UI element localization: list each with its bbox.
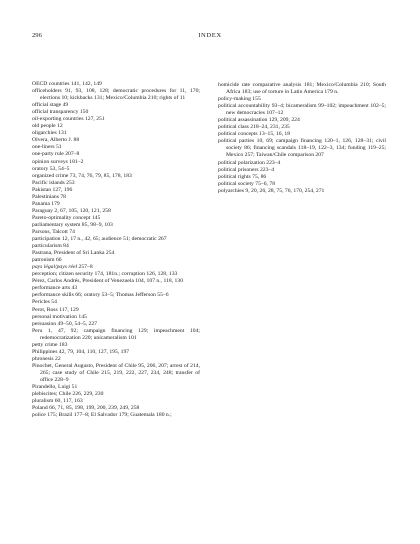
index-entry: one-party rule 207–8 — [32, 151, 80, 158]
index-entry: political society 75–6, 78 — [218, 180, 276, 187]
index-entry: pluralism 60, 117, 163 — [32, 398, 83, 405]
index-entry: plebiscites; Chile 226, 229, 230 — [32, 391, 104, 398]
index-entry: Poland 66, 71, 85, 198, 199, 200, 239, 249, 258 — [32, 405, 140, 412]
index-entry: Pacific islands 253 — [32, 179, 75, 186]
index-entry: homicide rate comparative analysis 181; Mexico/Columbia 210; South Africa 183; use of torture in Latin America 179 n. — [218, 82, 386, 96]
index-column-left — [32, 81, 200, 419]
index-entry: police 175; Brazil 177–8; El Salvador 179; Guatemala 180 n.; — [32, 412, 172, 419]
index-entry: old people 12 — [32, 123, 63, 130]
index-entry: performance skills 66; oratory 53–5; Thomas Jefferson 55–6 — [32, 292, 169, 299]
index-entry: particularism 84 — [32, 243, 69, 250]
index-entry: political prisoners 223–4 — [218, 166, 275, 173]
index-entry: OECD countries 141, 142, 149 — [32, 81, 102, 87]
page-number: 296 — [32, 32, 42, 39]
index-entry: Perot, Ross 117, 129 — [32, 306, 79, 313]
index-entry: parliamentary system 85, 98–9, 103 — [32, 221, 113, 228]
index-entry: perception; citizen security 174, 181n.; corruption 126, 128, 133 — [32, 271, 178, 278]
index-entry: official stage 49 — [32, 102, 69, 109]
index-entry: political rights 75, 86 — [218, 173, 267, 180]
index-entry: Pareto-optimality concept 145 — [32, 214, 101, 221]
index-entry: Panama 179 — [32, 200, 60, 207]
index-entry: petty crime 183 — [32, 341, 68, 348]
index-entry: Pinochet, General Augusto, President of Chile 95, 206, 207; arrest of 214, 265; case study of Chile 215, 219, 222, 227, 234, 248; transfer of office 228–9 — [32, 362, 200, 383]
index-entry: Palestinians 78 — [32, 193, 66, 200]
index-entry: personal motivation 145 — [32, 313, 87, 320]
index-entry: organized crime 73, 74, 76, 79, 85, 178, 183 — [32, 172, 132, 179]
index-entry: political concepts 13–15, 16, 18 — [218, 131, 291, 138]
index-entry: Pakistan 127, 196 — [32, 186, 73, 193]
index-entry: patronism 66 — [32, 257, 62, 264]
index-entry: participation 12, 17 n., 42, 65; audience 51; democratic 267 — [32, 236, 167, 243]
index-entry: political polarization 223–4 — [218, 159, 281, 166]
index-entry: political class 218–24, 231, 235 — [218, 124, 290, 131]
index-entry: performance arts 43 — [32, 285, 78, 292]
index-entry: Philippines 42, 79, 104, 110, 127, 195, 197 — [32, 348, 130, 355]
index-entry: Parsons, Talcott 74 — [32, 228, 75, 235]
index-entry: persuasion 49–50, 54–5, 227 — [32, 320, 98, 327]
index-entry: opinion surveys 181–2 — [32, 158, 84, 165]
index-entry: political parties 10, 69; campaign financing 120–1, 126, 128–31; civil society 86; financing scandals 118–19, 122–3, 134; funding 119–25; Mexico 257; Taiwan/Chile comparison 207 — [218, 138, 386, 159]
index-column-right — [218, 82, 386, 195]
index-entry: political assassination 129, 209, 224 — [218, 117, 300, 124]
index-entry: polyarchies 9, 20, 26, 28, 75, 76, 170, 254, 271 — [218, 187, 325, 194]
index-entry: Pericles 54 — [32, 299, 57, 306]
index-entry: Paraguay 2, 67, 105, 120, 121, 258 — [32, 207, 111, 214]
index-entry: Olvera, Alberto J. 88 — [32, 137, 80, 144]
index-entry: political accountability 93–4; bicameralism 99–102; impeachment 102–5; new democracies 107–12 — [218, 103, 386, 117]
index-entry: Pirandello, Luigi 51 — [32, 384, 78, 391]
index-entry: Pastrana, President of Sri Lanka 254 — [32, 250, 115, 257]
page-header — [32, 30, 388, 42]
index-entry: officeholders 91, 93, 108, 128; democratic procedures for 11, 170; elections 10; kickbacks 131; Mexico/Columbia 210; rights of 11 — [32, 88, 200, 102]
index-entry: oil-exporting countries 127, 251 — [32, 116, 105, 123]
index-entry: one-liners 51 — [32, 144, 62, 151]
index-entry: phronesis 22 — [32, 355, 61, 362]
index-entry: Peru 1, 47, 92; campaign financing 129; impeachment 104; redemocratization 220; unicameralism 101 — [32, 327, 200, 341]
index-entry: oligarchies 131 — [32, 130, 67, 137]
index-entry: official transparency 150 — [32, 109, 89, 116]
index-entry: pays légal/pays réel 257–8 — [32, 264, 93, 271]
running-head: INDEX — [198, 32, 222, 39]
index-entry: Pérez, Carlos Andrés, President of Venezuela 104, 107 n., 118, 130 — [32, 278, 184, 285]
index-entry: policy-making 155 — [218, 96, 261, 103]
index-entry: oratory 53, 54–5 — [32, 165, 70, 172]
